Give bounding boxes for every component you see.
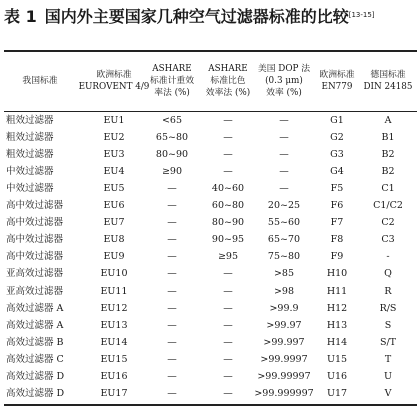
cell-eurovent: EU11 [100,285,128,297]
cell-chinese-standard: 高效过滤器 D [6,388,65,400]
table-row [0,386,420,403]
cell-ashrae-color: — [223,302,233,314]
cell-en779: U17 [326,388,348,400]
cell-ashrae-color: — [223,165,233,177]
cell-dop: — [279,114,289,126]
cell-eurovent: EU9 [103,251,125,263]
header-line: ASHARE [208,64,248,74]
cell-eurovent: EU5 [103,182,125,194]
header-line: EUROVENT 4/9 [78,82,150,92]
cell-en779: F5 [330,182,344,194]
cell-eurovent: EU6 [103,200,125,211]
cell-en779: H13 [326,319,348,331]
cell-ashrae-color: 80~90 [211,217,245,229]
cell-chinese-standard: 高效过滤器 C [6,353,64,365]
cell-din: B1 [381,131,395,143]
cell-en779: G3 [330,148,344,160]
cell-en779: G2 [330,131,344,143]
header-line: 标准计重效 [150,76,194,86]
cell-ashrae-color: — [223,131,233,143]
cell-din: C1 [381,182,395,194]
cell-dop: >98 [273,285,295,297]
table-row [0,232,420,249]
table-row [0,335,420,352]
cell-en779: G1 [330,114,344,126]
cell-ashrae-weight: ≥90 [161,165,183,177]
cell-eurovent: EU1 [103,114,125,126]
cell-ashrae-color: — [223,268,233,280]
cell-chinese-standard: 中效过滤器 [6,182,54,194]
table-title: 国内外主要国家几种空气过滤器标准的比较 [44,7,349,26]
header-line: 德国标准 [370,70,406,80]
cell-ashrae-color: ≥95 [217,251,239,263]
cell-ashrae-weight: 80~90 [155,148,189,160]
cell-din: - [386,251,390,263]
reference-marker: [13-15] [348,11,375,19]
cell-ashrae-color: — [223,388,233,400]
cell-ashrae-color: — [223,353,233,365]
cell-ashrae-color: — [223,114,233,126]
cell-eurovent: EU10 [100,268,128,280]
cell-dop: >99.9997 [260,353,308,365]
cell-chinese-standard: 高效过滤器 A [6,302,64,314]
cell-ashrae-weight: — [167,353,177,365]
table-row [0,249,420,266]
header-line: 效率法 (%) [205,88,251,98]
cell-din: T [384,353,392,365]
cell-eurovent: EU7 [103,217,125,229]
cell-dop: — [279,131,289,143]
cell-din: S/T [379,336,397,348]
cell-dop: — [279,148,289,160]
cell-ashrae-color: 40~60 [211,182,245,194]
table-row [0,266,420,283]
cell-ashrae-weight: — [167,319,177,331]
cell-dop: >99.999997 [254,388,314,400]
cell-ashrae-weight: — [167,388,177,400]
cell-ashrae-color: — [223,148,233,160]
cell-dop: >99.99997 [257,371,311,382]
cell-ashrae-color: 60~80 [211,200,245,211]
table-row [0,147,420,164]
cell-ashrae-weight: — [167,234,177,246]
table-bottom-rule [4,404,417,406]
cell-chinese-standard: 粗效过滤器 [6,148,54,160]
cell-eurovent: EU15 [100,353,128,365]
cell-ashrae-color: — [223,371,233,382]
cell-din: B2 [381,165,395,177]
table-row [0,130,420,147]
cell-dop: — [279,182,289,194]
cell-din: R [384,285,392,297]
header-cell-en779 [312,52,362,110]
cell-ashrae-weight: — [167,251,177,263]
cell-en779: H12 [326,302,348,314]
cell-ashrae-color: — [223,336,233,348]
cell-chinese-standard: 高效过滤器 A [6,319,64,331]
cell-en779: H10 [326,268,348,280]
cell-din: A [384,114,392,126]
cell-chinese-standard: 高中效过滤器 [6,251,64,263]
cell-dop: — [279,165,289,177]
cell-ashrae-weight: 65~80 [155,131,189,143]
cell-chinese-standard: 高中效过滤器 [6,217,64,229]
cell-en779: F7 [330,217,344,229]
table-row [0,164,420,181]
header-line: ASHARE [152,64,192,74]
cell-din: Q [384,268,392,280]
cell-eurovent: EU14 [100,336,128,348]
cell-ashrae-color: 90~95 [211,234,245,246]
cell-eurovent: EU3 [103,148,125,160]
cell-ashrae-weight: — [167,285,177,297]
cell-din: S [384,319,392,331]
table-row [0,113,420,130]
cell-eurovent: EU2 [103,131,125,143]
table-row [0,181,420,198]
cell-dop: 20~25 [267,200,301,211]
cell-eurovent: EU13 [100,319,128,331]
cell-en779: F8 [330,234,344,246]
cell-en779: G4 [330,165,344,177]
cell-chinese-standard: 高效过滤器 D [6,371,65,382]
cell-chinese-standard: 高中效过滤器 [6,234,64,246]
header-line: DIN 24185 [363,82,413,92]
table-row [0,198,420,215]
cell-chinese-standard: 中效过滤器 [6,165,54,177]
cell-din: C3 [381,234,395,246]
cell-dop: 65~70 [267,234,301,246]
cell-din: U [383,371,392,382]
cell-ashrae-weight: — [167,200,177,211]
cell-chinese-standard: 高效过滤器 B [6,336,64,348]
cell-chinese-standard: 亚高效过滤器 [6,268,64,280]
header-cell-ashrae-color [198,52,258,110]
cell-chinese-standard: 粗效过滤器 [6,114,54,126]
cell-din: C1/C2 [373,200,403,211]
header-cell-dop [253,52,315,110]
cell-ashrae-weight: — [167,217,177,229]
table-row [0,215,420,232]
cell-ashrae-weight: — [167,302,177,314]
cell-chinese-standard: 粗效过滤器 [6,131,54,143]
cell-dop: >99.97 [266,319,302,331]
cell-ashrae-weight: <65 [161,114,183,126]
cell-dop: >99.997 [263,336,305,348]
cell-ashrae-color: — [223,285,233,297]
cell-din: B2 [381,148,395,160]
header-line: 美国 DOP 法 [257,64,311,74]
header-line: 效率 (%) [266,88,302,98]
table-row [0,284,420,301]
cell-ashrae-color: — [223,319,233,331]
header-line: 欧洲标准 [319,70,355,80]
cell-eurovent: EU12 [100,302,128,314]
table-row [0,369,420,386]
cell-eurovent: EU4 [103,165,125,177]
header-cell-din [360,52,416,110]
header-line: (0.3 μm) [265,76,303,86]
cell-eurovent: EU8 [103,234,125,246]
table-row [0,318,420,335]
table-row [0,301,420,318]
cell-din: R/S [379,302,397,314]
cell-eurovent: EU16 [100,371,128,382]
cell-din: V [384,388,392,400]
cell-en779: F6 [330,200,344,211]
cell-dop: 75~80 [267,251,301,263]
cell-dop: >99.9 [269,302,299,314]
table-caption [4,6,416,28]
cell-en779: U16 [326,371,348,382]
header-line: 率法 (%) [154,88,190,98]
header-cell-ashrae-weight [142,52,202,110]
cell-en779: H11 [326,285,348,297]
header-line: 标准比色 [210,76,246,86]
header-cell-chinese-standard [4,52,76,110]
cell-dop: >85 [273,268,295,280]
table-number: 表 1 [4,7,37,26]
cell-dop: 55~60 [267,217,301,229]
cell-ashrae-weight: — [167,371,177,382]
cell-ashrae-weight: — [167,268,177,280]
header-line: EN779 [321,82,353,92]
cell-ashrae-weight: — [167,182,177,194]
header-line: 欧洲标准 [96,70,132,80]
cell-chinese-standard: 高中效过滤器 [6,200,64,211]
cell-ashrae-weight: — [167,336,177,348]
cell-chinese-standard: 亚高效过滤器 [6,285,64,297]
cell-din: C2 [381,217,395,229]
header-line: 我国标准 [22,76,58,86]
cell-eurovent: EU17 [100,388,128,400]
cell-en779: U15 [326,353,348,365]
cell-en779: H14 [326,336,348,348]
cell-en779: F9 [330,251,344,263]
table-row [0,352,420,369]
